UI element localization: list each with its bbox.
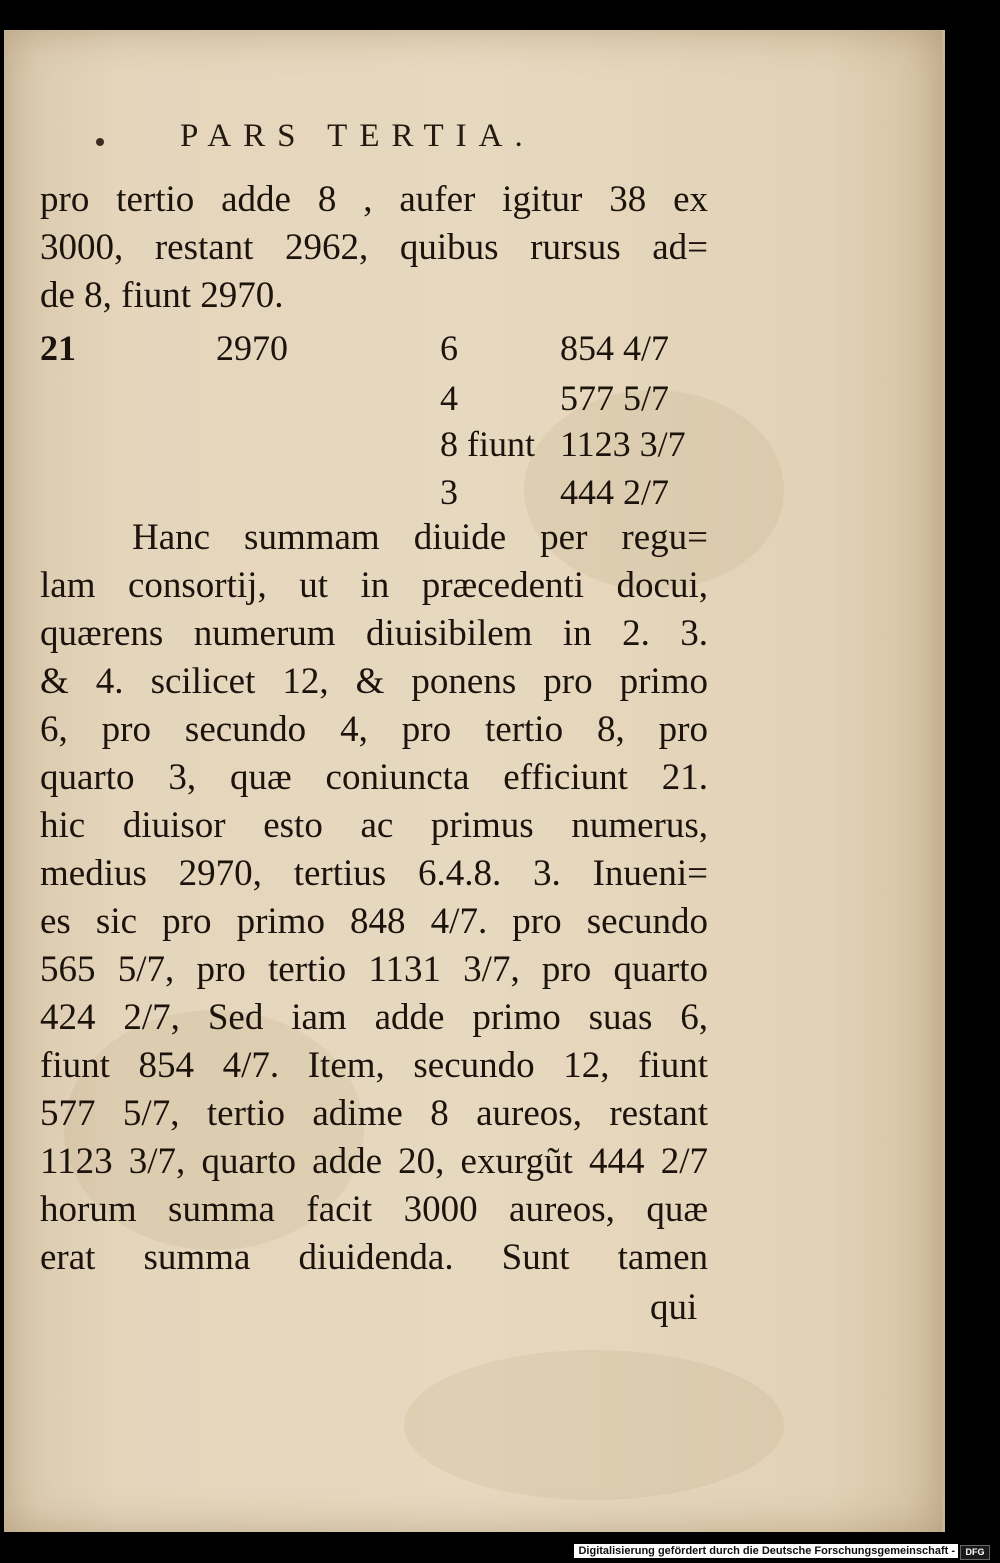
text-line: horum summa facit 3000 aureos, quæ: [40, 1189, 708, 1230]
table-row-left: 3: [440, 472, 458, 512]
digitization-credit: Digitalisierung gefördert durch die Deutsche Forschungsgemeinschaft -: [574, 1544, 958, 1558]
ornament-dot: [96, 138, 104, 146]
text-line: 6, pro secundo 4, pro tertio 8, pro: [40, 709, 708, 750]
text-line: quarto 3, quæ coniuncta efficiunt 21.: [40, 757, 708, 798]
text-line: quærens numerum diuisibilem in 2. 3.: [40, 613, 708, 654]
catchword: qui: [650, 1287, 698, 1328]
text-line: & 4. scilicet 12, & ponens pro primo: [40, 661, 708, 702]
dfg-logo: DFG: [960, 1545, 990, 1560]
text-line: lam consortij, ut in præcedenti docui,: [40, 565, 708, 606]
table-row-right: 444 2/7: [560, 472, 670, 512]
table-medius: 2970: [216, 328, 288, 368]
text-line: fiunt 854 4/7. Item, secundo 12, fiunt: [40, 1045, 708, 1086]
text-line: 424 2/7, Sed iam adde primo suas 6,: [40, 997, 708, 1038]
text-line: es sic pro primo 848 4/7. pro secundo: [40, 901, 708, 942]
text-line: hic diuisor esto ac primus numerus,: [40, 805, 708, 846]
table-divisor: 21: [40, 328, 76, 368]
table-row-right: 577 5/7: [560, 378, 670, 418]
table-row-right: 1123 3/7: [560, 424, 686, 464]
text-line: de 8, fiunt 2970.: [40, 275, 284, 316]
running-head: PARS TERTIA.: [180, 118, 535, 154]
text-line: 577 5/7, tertio adime 8 aureos, restant: [40, 1093, 708, 1134]
text-line: 1123 3/7, quarto adde 20, exurgũt 444 2/7: [40, 1141, 708, 1182]
table-row-left: 4: [440, 378, 458, 418]
table-row-left: 8 fiunt: [440, 424, 535, 464]
table-row-left: 6: [440, 328, 458, 368]
text-line: erat summa diuidenda. Sunt tamen: [40, 1237, 708, 1278]
text-line: 565 5/7, pro tertio 1131 3/7, pro quarto: [40, 949, 708, 990]
table-row-right: 854 4/7: [560, 328, 670, 368]
paper-stain: [404, 1350, 784, 1500]
text-line: medius 2970, tertius 6.4.8. 3. Inueni=: [40, 853, 708, 894]
text-line: Hanc summam diuide per regu=: [132, 517, 708, 558]
text-line: pro tertio adde 8 , aufer igitur 38 ex: [40, 179, 708, 220]
text-line: 3000, restant 2962, quibus rursus ad=: [40, 227, 708, 268]
